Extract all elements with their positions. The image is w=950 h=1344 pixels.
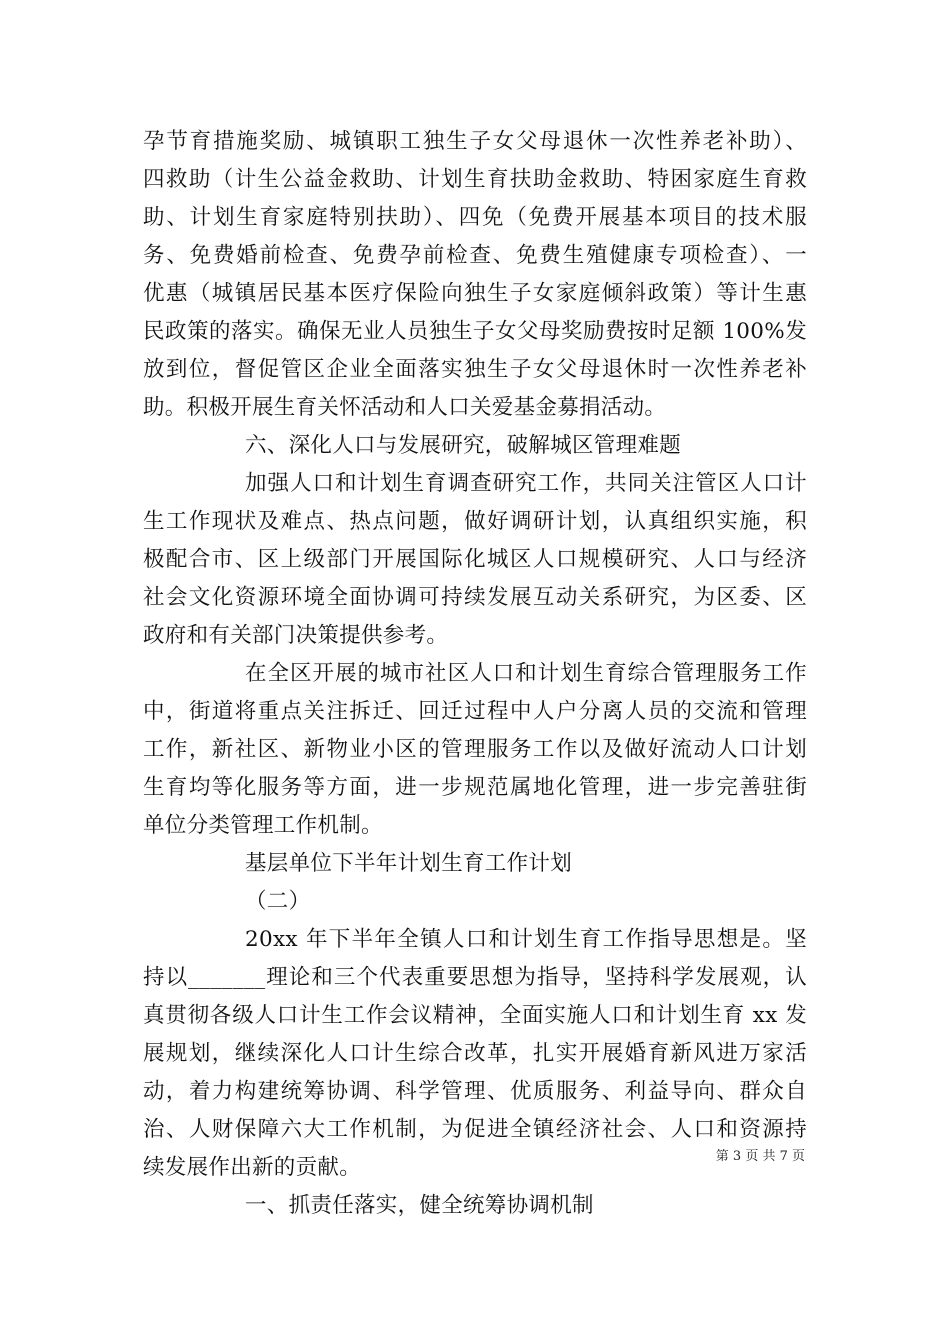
- paragraph-first-line: 20xx 年下半年全镇人口和计划生育工作指导思想是。坚: [245, 927, 807, 952]
- text-line: 放到位，督促管区企业全面落实独生子女父母退休时一次性养老补: [143, 357, 807, 382]
- text-line: 真贯彻各级人口计生工作会议精神，全面实施人口和计划生育 xx 发: [143, 1003, 807, 1028]
- text-line: 极配合市、区上级部门开展国际化城区人口规模研究、人口与经济: [143, 547, 807, 572]
- text-line: 生工作现状及难点、热点问题，做好调研计划，认真组织实施，积: [143, 509, 807, 534]
- text-line: 优惠（城镇居民基本医疗保险向独生子女家庭倾斜政策）等计生惠: [143, 281, 807, 306]
- text-line: 四救助（计生公益金救助、计划生育扶助金救助、特困家庭生育救: [143, 167, 807, 192]
- text-line: 助、计划生育家庭特别扶助）、四免（免费开展基本项目的技术服: [143, 205, 807, 230]
- text-line: 单位分类管理工作机制。: [143, 813, 383, 838]
- text-line: 中，街道将重点关注拆迁、回迁过程中人户分离人员的交流和管理: [143, 699, 807, 724]
- text-line: 动，着力构建统筹协调、科学管理、优质服务、利益导向、群众自: [143, 1079, 807, 1104]
- text-line: 治、人财保障六大工作机制，为促进全镇经济社会、人口和资源持: [143, 1117, 807, 1142]
- text-line: 生育均等化服务等方面，进一步规范属地化管理，进一步完善驻街: [143, 775, 807, 800]
- section-heading: 六、深化人口与发展研究，破解城区管理难题: [245, 433, 682, 458]
- document-title: 基层单位下半年计划生育工作计划: [245, 851, 573, 876]
- page-number: 第 3 页 共 7 页: [715, 1149, 805, 1164]
- text-line: 持以_______理论和三个代表重要思想为指导，坚持科学发展观，认: [143, 965, 807, 990]
- text-line: 民政策的落实。确保无业人员独生子女父母奖励费按时足额 100%发: [143, 319, 807, 344]
- text-line: 续发展作出新的贡献。: [143, 1155, 362, 1180]
- document-subtitle: （二）: [245, 889, 311, 914]
- text-line: 政府和有关部门决策提供参考。: [143, 623, 449, 648]
- text-line: 孕节育措施奖励、城镇职工独生子女父母退休一次性养老补助）、: [143, 129, 807, 154]
- text-line: 助。积极开展生育关怀活动和人口关爱基金募捐活动。: [143, 395, 667, 420]
- paragraph-first-line: 在全区开展的城市社区人口和计划生育综合管理服务工作: [245, 661, 807, 686]
- paragraph-first-line: 加强人口和计划生育调查研究工作，共同关注管区人口计: [245, 471, 807, 496]
- text-line: 社会文化资源环境全面协调可持续发展互动关系研究，为区委、区: [143, 585, 807, 610]
- text-line: 工作，新社区、新物业小区的管理服务工作以及做好流动人口计划: [143, 737, 807, 762]
- section-heading: 一、抓责任落实，健全统筹协调机制: [245, 1193, 594, 1218]
- text-line: 展规划，继续深化人口计生综合改革，扎实开展婚育新风进万家活: [143, 1041, 807, 1066]
- text-line: 务、免费婚前检查、免费孕前检查、免费生殖健康专项检查）、一: [143, 243, 807, 268]
